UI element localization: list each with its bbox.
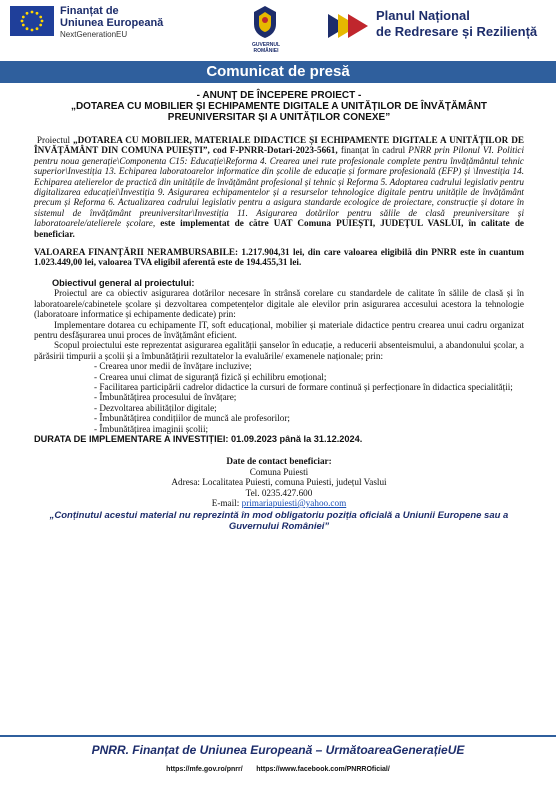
document-body (34, 90, 524, 532)
list-item: - Îmbunătățirea imaginii școlii; (94, 423, 209, 434)
intro-beneficiary: este implementat de către UAT Comuna PUIEȘTI, JUDEȚUL VASLUI, în calitate de beneficiar. (34, 218, 525, 239)
footer-divider (0, 735, 556, 737)
footer-link-mfe[interactable]: https://mfe.gov.ro/pnrr/ (166, 766, 243, 773)
list-item: - Crearea unui climat de siguranță fizică și echilibru emoțional; (94, 371, 327, 382)
crest-caption: GUVERNUL ROMÂNIEI (251, 42, 281, 54)
implementation-duration: DURATA DE IMPLEMENTARE A INVESTIȚIEI: 01.09.2023 până la 31.12.2024. (34, 433, 363, 444)
intro-financing: finanțat în cadrul (340, 145, 406, 156)
contact-phone: Tel. 0235.427.600 (245, 487, 313, 498)
eu-title-line-1: Finanțat de (60, 5, 119, 17)
intro-project-name: „DOTAREA CU MOBILIER, MATERIALE DIDACTICE ȘI ECHIPAMENTE DIGITALE A UNITĂȚILOR DE ÎNVĂȚĂMÂNT DIN COMUNA PUIEȘTI” (34, 135, 524, 156)
announce-heading: - ANUNȚ DE ÎNCEPERE PROIECT - (196, 90, 362, 101)
footer-links (0, 766, 556, 773)
intro-code: , cod F-PNRR-Dotari-2023-5661, (207, 145, 338, 156)
contact-name: Comuna Puiesti (249, 466, 309, 477)
press-release-banner: Comunicat de presă (0, 61, 556, 83)
objective-list (34, 361, 524, 434)
intro-paragraph (34, 135, 524, 239)
pnrr-title-line-2: de Redresare și Reziliență (376, 24, 538, 39)
objective-paragraph-1: Proiectul are ca obiectiv asigurarea dotărilor necesare în strânsă corelare cu standardele de calitate în sălile de clasă și în laboratoarele/cabinetele școlare și dezvoltarea competențelor digitale ale elevilor prin asigurarea accesului acestora la tehnologie (laboratoare informatice și echipamente dedicate) prin: (34, 288, 524, 320)
footer-tagline: PNRR. Finanțat de Uniunea Europeană – UrmătoareaGenerațieUE (91, 743, 465, 757)
pnrr-title-line-1: Planul Național (376, 8, 470, 23)
objective-paragraph-2: Implementare dotarea cu echipamente IT, soft educațional, mobilier și materiale didactice pentru crearea unui cadru organizat pentru desfășurarea unui proces de învățământ eficient. (34, 319, 524, 340)
list-item: - Îmbunătățirea condițiilor de muncă ale profesorilor; (94, 413, 290, 424)
disclaimer: „Conținutul acestui material nu reprezintă în mod obligatoriu poziția oficială a Uniunii Europene sau a Guvernului României” (49, 510, 509, 533)
list-item: - Dezvoltarea abilităților digitale; (94, 402, 217, 413)
funding-value: VALOAREA FINANȚĂRII NERAMBURSABILE: 1.217.904,31 lei, din care valoarea eligibilă din PNRR este în cuantum 1.023.449,00 lei, valoarea TVA eligibil aferentă este de 194.455,31 lei. (34, 247, 524, 268)
contact-email-label: E-mail: (211, 498, 240, 508)
pnrr-logo-icon (326, 10, 370, 42)
project-title-line-2: PREUNIVERSITAR ȘI A UNITĂȚILOR CONEXE” (167, 112, 391, 123)
intro-lead: Proiectul (36, 135, 71, 145)
contact-address: Adresa: Localitatea Puiesti, comuna Puiesti, județul Vaslui (171, 477, 387, 488)
eu-title-line-2: Uniunea Europeană (60, 17, 164, 29)
project-title-line-1: „DOTAREA CU MOBILIER ȘI ECHIPAMENTE DIGITALE A UNITĂȚILOR DE ÎNVĂȚĂMÂNT (70, 101, 488, 112)
eu-subtitle: NextGenerationEU (60, 30, 128, 39)
eu-flag-icon (10, 6, 54, 36)
eu-title (60, 5, 163, 29)
list-item: - Facilitarea participării cadrelor didactice la cursuri de formare continuă și perfecționare în didactica specialității; (94, 381, 513, 392)
header (0, 0, 556, 58)
list-item: - Crearea unor medii de învățare incluzive; (94, 361, 252, 372)
list-item: - Îmbunătățirea procesului de învățare; (94, 392, 237, 403)
contact-email-row (34, 498, 524, 508)
pnrr-title (376, 8, 537, 40)
contact-email-link[interactable]: primariapuiesti@yahoo.com (241, 498, 347, 508)
government-crest-icon (250, 4, 280, 40)
contact-heading: Date de contact beneficiar: (226, 456, 332, 467)
objective-heading: Obiectivul general al proiectului: (52, 277, 195, 288)
intro-program: PNRR prin Pilonul VI. Politici pentru noua generație\Componenta C15: Educație\Reforma 4. Crearea unei rute profesionale complete pentru învățământul tehnic superior\Investiția 13. Echiparea laboratoarelor informatice din școlile de educație și formare profesională (EFP) și \Investiția 14. Echiparea atelierelor de practică din unitățile de învățământ profesional și tehnic și Reforma 5. Adoptarea cadrului legislativ pentru digitalizarea educației\Investiția 9. Asigurarea echipamentelor și a resurselor tehnologice digitale pentru unitățile de învățământ precum și Reforma 6. Actualizarea cadrului legislativ pentru a asigura standarde ecologice de proiectare, construcție și dotare în sistemul de învățământ preuniversitar\Investiția 11. Asigurarea dotărilor pentru sălile de clasă preuniversitare și laboratoarele/atelierele școlare, (34, 145, 525, 229)
footer-link-facebook[interactable]: https://www.facebook.com/PNRROficial/ (256, 766, 390, 773)
objective-paragraph-3: Scopul proiectului este reprezentat asigurarea egalității șanselor în educație, a reducerii absenteismului, a abandonului școlar, a părăsirii timpurii a școlii și a îmbunătățirii rezultatelor la evaluările/ examenele naționale; prin: (34, 340, 524, 361)
